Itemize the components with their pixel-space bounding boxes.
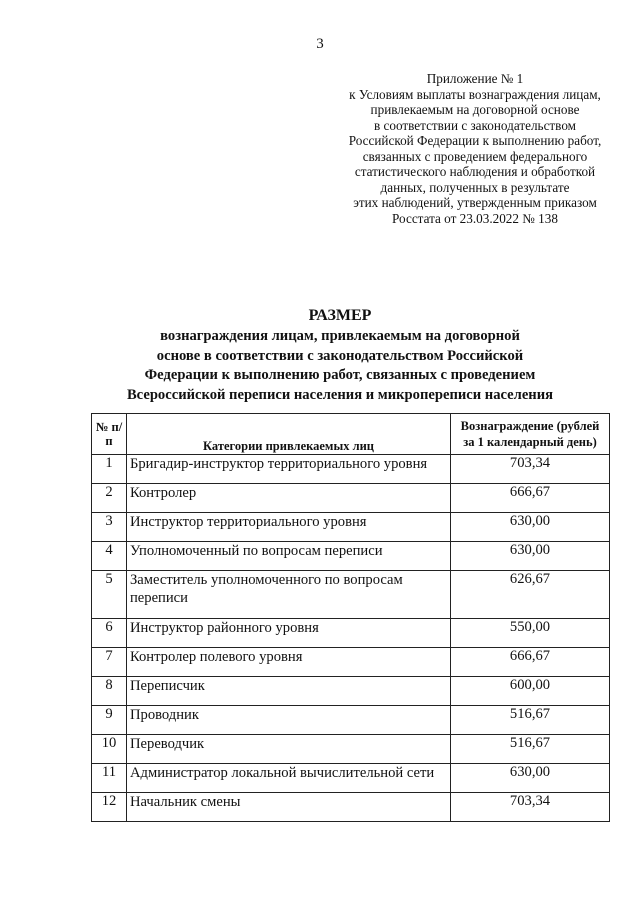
row-number: 12	[92, 793, 127, 822]
row-category: Переписчик	[127, 677, 451, 706]
row-amount: 630,00	[451, 513, 610, 542]
row-amount: 703,34	[451, 455, 610, 484]
table-row	[92, 542, 610, 571]
rates-table	[91, 413, 610, 822]
title-line: Всероссийской переписи населения и микропереписи населения	[126, 386, 554, 403]
row-number: 10	[92, 735, 127, 764]
row-amount: 600,00	[451, 677, 610, 706]
table-header-row	[92, 414, 610, 455]
row-category: Начальник смены	[127, 793, 451, 822]
table-row	[92, 735, 610, 764]
document-title	[60, 306, 620, 405]
table-row	[92, 513, 610, 542]
row-category: Бригадир-инструктор территориального уровня	[127, 455, 451, 484]
row-category: Контролер полевого уровня	[127, 648, 451, 677]
row-category: Инструктор районного уровня	[127, 619, 451, 648]
annex-line: Приложение № 1	[426, 71, 524, 86]
row-category: Проводник	[127, 706, 451, 735]
annex-line: статистического наблюдения и обработкой	[354, 164, 596, 179]
table-row	[92, 455, 610, 484]
row-number: 1	[92, 455, 127, 484]
title-line: основе в соответствии с законодательством Российской	[156, 347, 524, 364]
table-row	[92, 677, 610, 706]
title-subtitle	[60, 327, 620, 405]
annex-line: данных, полученных в результате	[380, 179, 570, 195]
header-amount: Вознаграждение (рублей за 1 календарный день)	[451, 414, 610, 455]
row-category: Уполномоченный по вопросам переписи	[127, 542, 451, 571]
row-amount: 516,67	[451, 735, 610, 764]
row-number: 4	[92, 542, 127, 571]
row-amount: 703,34	[451, 793, 610, 822]
table-row	[92, 571, 610, 619]
table-row	[92, 484, 610, 513]
annex-line: Российской Федерации к выполнению работ,	[348, 133, 602, 148]
annex-reference	[345, 71, 605, 226]
row-amount: 630,00	[451, 542, 610, 571]
page-number: 3	[316, 36, 324, 52]
row-amount: 666,67	[451, 648, 610, 677]
annex-line: к Условиям выплаты вознаграждения лицам,	[349, 86, 601, 102]
row-amount: 626,67	[451, 571, 610, 619]
header-category: Категории привлекаемых лиц	[127, 414, 451, 455]
row-category: Переводчик	[127, 735, 451, 764]
table-row	[92, 706, 610, 735]
row-amount: 630,00	[451, 764, 610, 793]
annex-line: в соответствии с законодательством	[373, 117, 577, 133]
row-number: 3	[92, 513, 127, 542]
annex-line: Росстата от 23.03.2022 № 138	[392, 210, 558, 226]
row-category: Администратор локальной вычислительной сети	[127, 764, 451, 793]
row-number: 6	[92, 619, 127, 648]
title-line: Федерации к выполнению работ, связанных с проведением	[144, 367, 536, 383]
row-number: 7	[92, 648, 127, 677]
header-number: № п/п	[92, 414, 127, 455]
title-main: РАЗМЕР	[308, 307, 372, 324]
row-amount: 550,00	[451, 619, 610, 648]
annex-line: привлекаемым на договорной основе	[370, 102, 580, 117]
row-number: 11	[92, 764, 127, 793]
annex-line: этих наблюдений, утвержденным приказом	[353, 195, 597, 210]
row-number: 5	[92, 571, 127, 619]
row-category: Заместитель уполномоченного по вопросам переписи	[127, 571, 451, 619]
table-row	[92, 793, 610, 822]
table-row	[92, 648, 610, 677]
table-row	[92, 619, 610, 648]
table-row	[92, 764, 610, 793]
annex-line: связанных с проведением федерального	[362, 148, 588, 164]
row-number: 9	[92, 706, 127, 735]
row-amount: 516,67	[451, 706, 610, 735]
title-line: вознаграждения лицам, привлекаемым на договорной	[160, 328, 520, 344]
row-number: 2	[92, 484, 127, 513]
row-category: Инструктор территориального уровня	[127, 513, 451, 542]
row-category: Контролер	[127, 484, 451, 513]
row-number: 8	[92, 677, 127, 706]
row-amount: 666,67	[451, 484, 610, 513]
